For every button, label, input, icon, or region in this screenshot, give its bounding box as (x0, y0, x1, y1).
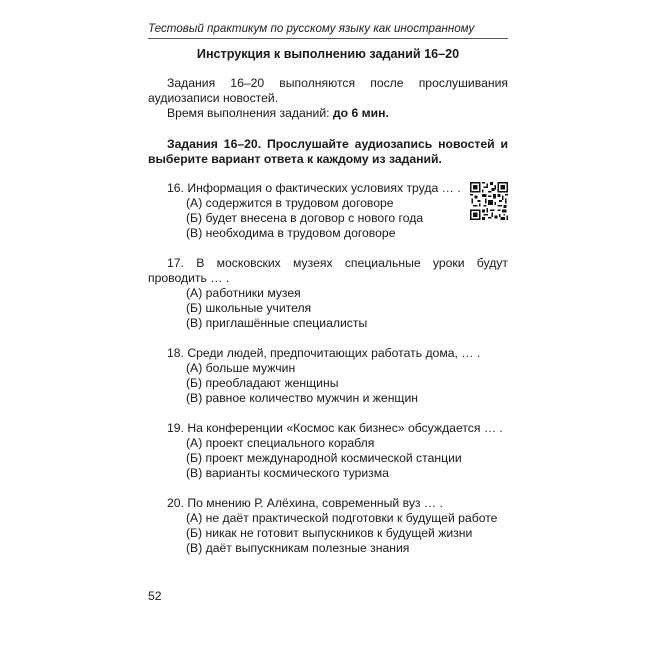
question-17-option-a: (А) работники музея (186, 286, 301, 300)
question-20-option-a: (А) не даёт практической подготовки к будущей работе (186, 511, 498, 525)
question-17-text: 17. В московских музеях специальные уроки будут проводить … . (148, 256, 508, 285)
running-header: Тестовый практикум по русскому языку как иностранному (148, 22, 475, 35)
question-16-option-b: (Б) будет внесена в договор с нового года (186, 211, 424, 225)
question-20-option-c: (В) даёт выпускникам полезные знания (186, 541, 410, 555)
question-17 (148, 256, 508, 331)
question-18-text: 18. Среди людей, предпочитающих работать дома, … . (167, 346, 481, 360)
time-limit-value: до 6 мин. (332, 106, 389, 120)
question-18-option-a: (А) больше мужчин (186, 361, 296, 375)
qr-code-icon[interactable] (470, 182, 508, 220)
question-20 (148, 496, 508, 556)
question-19-option-b: (Б) проект международной космической станции (186, 451, 462, 465)
question-16 (148, 181, 508, 241)
page-number: 52 (148, 589, 162, 603)
time-limit-label: Время выполнения заданий: (167, 106, 330, 120)
question-17-option-b: (Б) школьные учителя (186, 301, 312, 315)
header-divider (148, 38, 508, 39)
instruction-intro: Задания 16–20 выполняются после прослушивания аудиозаписи новостей. (148, 76, 508, 105)
question-18 (148, 346, 508, 406)
question-20-text: 20. По мнению Р. Алёхина, современный вуз … . (167, 496, 443, 510)
question-17-option-c: (В) приглашённые специалисты (186, 316, 368, 330)
question-19-option-a: (А) проект специального корабля (186, 436, 375, 450)
question-19-option-c: (В) варианты космического туризма (186, 466, 389, 480)
question-19 (148, 421, 508, 481)
question-16-option-c: (В) необходима в трудовом договоре (186, 226, 396, 240)
question-19-text: 19. На конференции «Космос как бизнес» обсуждается … . (167, 421, 503, 435)
question-16-text: 16. Информация о фактических условиях труда … . (167, 181, 461, 195)
page-content (148, 47, 508, 571)
instruction-title: Инструкция к выполнению заданий 16–20 (196, 47, 460, 61)
time-limit-line (148, 106, 508, 121)
question-16-option-a: (А) содержится в трудовом договоре (186, 196, 394, 210)
question-20-option-b: (Б) никак не готовит выпускников к будущей жизни (186, 526, 473, 540)
question-18-option-b: (Б) преобладают женщины (186, 376, 339, 390)
question-18-option-c: (В) равное количество мужчин и женщин (186, 391, 418, 405)
task-heading: Задания 16–20. Прослушайте аудиозапись новостей и выберите вариант ответа к каждому из заданий. (148, 137, 508, 166)
